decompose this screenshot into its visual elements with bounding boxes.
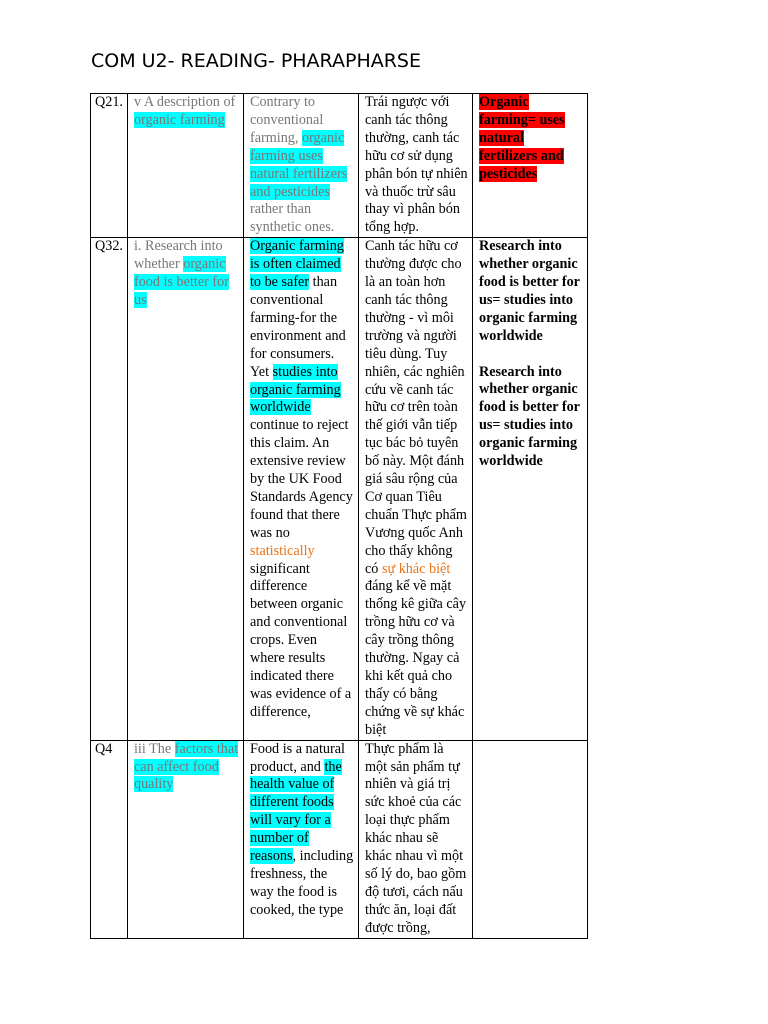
highlighted-text: organic farming uses natural fertilizers and pesticides	[249, 129, 348, 200]
translation-cell: Thực phẩm là một sản phẩm tự nhiên và giá trị sức khoẻ của các loại thực phẩm khác nhau sẽ khác nhau vì một số lý do, bao gồm độ tươi, cách nấu thức ăn, loại đất được trồng,	[358, 740, 472, 938]
heading-cell: i. Research into whether organic food is better for us	[127, 238, 243, 740]
note-cell	[472, 238, 587, 740]
highlighted-text: factors that can affect food quality	[133, 740, 239, 793]
note-line: Research into whether organic food is better for us= studies into organic farming worldwide	[478, 363, 580, 470]
note-cell	[472, 740, 587, 938]
passage-cell: Organic farming is often claimed to be safer than conventional farming-for the environment and for consumers. Yet studies into organic farming worldwide continue to reject this claim. An extensive review by the UK Food Standards Agency found that there was no statistically significant difference between organic and conventional crops. Even where results indicated there was evidence of a difference,	[243, 238, 358, 740]
question-number-cell: Q32.	[91, 238, 128, 740]
heading-cell: iii The factors that can affect food quality	[127, 740, 243, 938]
question-number-cell: Q21.	[91, 94, 128, 238]
passage-cell: Food is a natural product, and the health value of different foods will vary for a number of reasons, including freshness, the way the food is cooked, the type	[243, 740, 358, 938]
highlighted-text: Organic farming= uses natural fertilizers and pesticides	[478, 94, 565, 182]
translation-cell: Trái ngược với canh tác thông thường, canh tác hữu cơ sử dụng phân bón tự nhiên và thuốc trừ sâu thay vì phân bón tổng hợp.	[358, 94, 472, 238]
orange-text: statistically	[249, 542, 315, 559]
highlighted-text: studies into organic farming worldwide	[249, 363, 341, 416]
note-line: Research into whether organic food is better for us= studies into organic farming worldwide	[478, 238, 580, 344]
translation-cell: Canh tác hữu cơ thường được cho là an toàn hơn canh tác thông thường - vì môi trường và người tiêu dùng. Tuy nhiên, các nghiên cứu về canh tác hữu cơ trên toàn thế giới vẫn tiếp tục bác bỏ tuyên bố này. Một đánh giá sâu rộng của Cơ quan Tiêu chuẩn Thực phẩm Vương quốc Anh cho thấy không có sự khác biệt đáng kể về mặt thống kê giữa cây trồng hữu cơ và cây trồng thông thường. Ngay cả khi kết quả cho thấy có bằng chứng về sự khác biệt	[358, 238, 472, 740]
heading-cell: v A description of organic farming	[127, 94, 243, 238]
highlighted-text: the health value of different foods will vary for a number of reasons	[249, 758, 342, 865]
table-row-q4	[91, 740, 588, 938]
highlighted-text: organic food is better for us	[133, 256, 229, 308]
note-cell	[472, 94, 587, 238]
document-title: COM U2- READING- PHARAPHARSE	[91, 50, 421, 72]
highlighted-text: organic farming	[133, 111, 225, 128]
question-number-cell: Q4	[91, 740, 128, 938]
table-row-q21	[91, 94, 588, 238]
orange-text: sự khác biệt	[381, 560, 451, 577]
table-row-q32	[91, 238, 588, 740]
passage-cell: Contrary to conventional farming, organic farming uses natural fertilizers and pesticides rather than synthetic ones.	[243, 94, 358, 238]
paraphrase-table	[90, 93, 588, 939]
highlighted-text: Organic farming is often claimed to be safer	[249, 238, 344, 291]
